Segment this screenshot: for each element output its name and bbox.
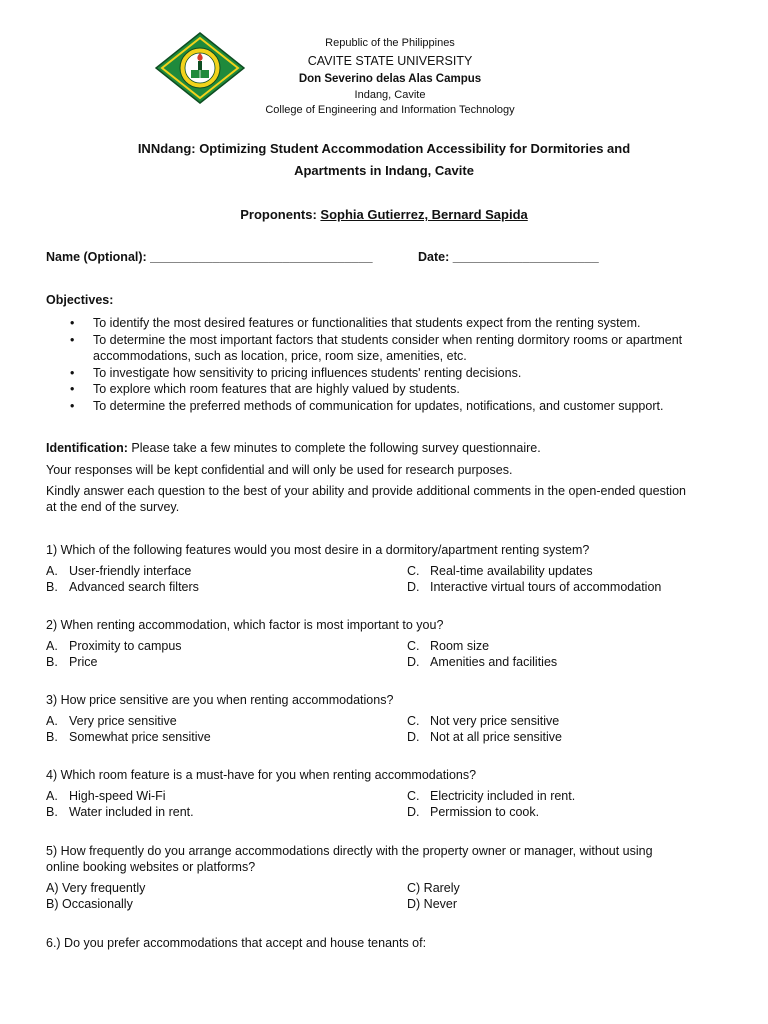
proponents-names: Sophia Gutierrez, Bernard Sapida bbox=[320, 207, 528, 222]
date-field[interactable] bbox=[418, 250, 599, 264]
q4-option-a[interactable]: A. High-speed Wi-Fi bbox=[46, 789, 166, 803]
name-field[interactable] bbox=[46, 250, 373, 264]
q4-option-b[interactable]: B. Water included in rent. bbox=[46, 805, 194, 819]
q1-option-d[interactable]: D. Interactive virtual tours of accommodation bbox=[407, 580, 662, 594]
list-item: • To determine the preferred methods of communication for updates, notifications, and customer support. bbox=[70, 398, 664, 413]
q3-option-b[interactable]: B. Somewhat price sensitive bbox=[46, 730, 211, 744]
q4-option-c[interactable]: C. Electricity included in rent. bbox=[407, 789, 576, 803]
question-2: 2) When renting accommodation, which factor is most important to you? bbox=[46, 618, 444, 632]
name-blank[interactable]: ________________________________ bbox=[150, 250, 373, 264]
q5-option-b[interactable]: B) Occasionally bbox=[46, 897, 133, 911]
survey-title-line2: Apartments in Indang, Cavite bbox=[294, 163, 474, 178]
q5-option-a[interactable]: A) Very frequently bbox=[46, 881, 146, 895]
identification-line4: at the end of the survey. bbox=[46, 500, 180, 514]
header-campus: Don Severino delas Alas Campus bbox=[298, 73, 482, 85]
list-item: • To identify the most desired features or functionalities that students expect from the renting system. bbox=[70, 316, 641, 330]
header-college: College of Engineering and Information Technology bbox=[265, 104, 515, 116]
q1-option-b[interactable]: B. Advanced search filters bbox=[46, 580, 199, 594]
objectives-heading: Objectives: bbox=[46, 293, 114, 307]
header-town: Indang, Cavite bbox=[354, 89, 426, 101]
q5-option-d[interactable]: D) Never bbox=[407, 897, 458, 911]
identification-label: Identification: bbox=[46, 441, 128, 455]
question-1: 1) Which of the following features would you most desire in a dormitory/apartment renting system? bbox=[46, 543, 590, 557]
identification-line1: Identification: Please take a few minutes to complete the following survey questionnaire. bbox=[46, 441, 541, 455]
q2-option-d[interactable]: D. Amenities and facilities bbox=[407, 655, 558, 669]
list-item: • To determine the most important factors that students consider when renting dormitory rooms or apartment accommodations, such as location, price, room size, amenities, etc. bbox=[70, 332, 683, 364]
question-5-line1: 5) How frequently do you arrange accommodations directly with the property owner or manager, without using bbox=[46, 844, 653, 858]
q2-option-b[interactable]: B. Price bbox=[46, 655, 98, 669]
survey-title-line1: INNdang: Optimizing Student Accommodation Accessibility for Dormitories and bbox=[137, 141, 631, 156]
date-blank[interactable]: _____________________ bbox=[452, 250, 599, 264]
q3-option-a[interactable]: A. Very price sensitive bbox=[46, 714, 177, 728]
list-item: • To investigate how sensitivity to pricing influences students' renting decisions. bbox=[70, 365, 522, 380]
objectives-list bbox=[70, 315, 730, 415]
header-university: CAVITE STATE UNIVERSITY bbox=[307, 54, 473, 68]
list-item: • To explore which room features that are highly valued by students. bbox=[70, 382, 460, 397]
q5-option-c[interactable]: C) Rarely bbox=[407, 881, 460, 895]
q2-option-c[interactable]: C. Room size bbox=[407, 639, 490, 653]
q2-option-a[interactable]: A. Proximity to campus bbox=[46, 639, 182, 653]
name-label: Name (Optional): bbox=[46, 250, 151, 264]
date-label: Date: bbox=[418, 250, 453, 264]
question-6: 6.) Do you prefer accommodations that accept and house tenants of: bbox=[46, 936, 427, 950]
question-5-line2: online booking websites or platforms? bbox=[46, 860, 256, 874]
question-4: 4) Which room feature is a must-have for you when renting accommodations? bbox=[46, 768, 477, 782]
header-republic: Republic of the Philippines bbox=[325, 37, 455, 49]
identification-line2: Your responses will be kept confidential and will only be used for research purposes. bbox=[46, 463, 513, 477]
q4-option-d[interactable]: D. Permission to cook. bbox=[407, 805, 540, 819]
question-3: 3) How price sensitive are you when renting accommodations? bbox=[46, 693, 394, 707]
proponents-label: Proponents: bbox=[240, 207, 321, 222]
q1-option-c[interactable]: C. Real-time availability updates bbox=[407, 564, 593, 578]
identification-line3: Kindly answer each question to the best of your ability and provide additional comments in the open-ended question bbox=[46, 484, 686, 498]
q3-option-d[interactable]: D. Not at all price sensitive bbox=[407, 730, 563, 744]
q1-option-a[interactable]: A. User-friendly interface bbox=[46, 564, 192, 578]
proponents bbox=[0, 207, 768, 222]
q3-option-c[interactable]: C. Not very price sensitive bbox=[407, 714, 560, 728]
